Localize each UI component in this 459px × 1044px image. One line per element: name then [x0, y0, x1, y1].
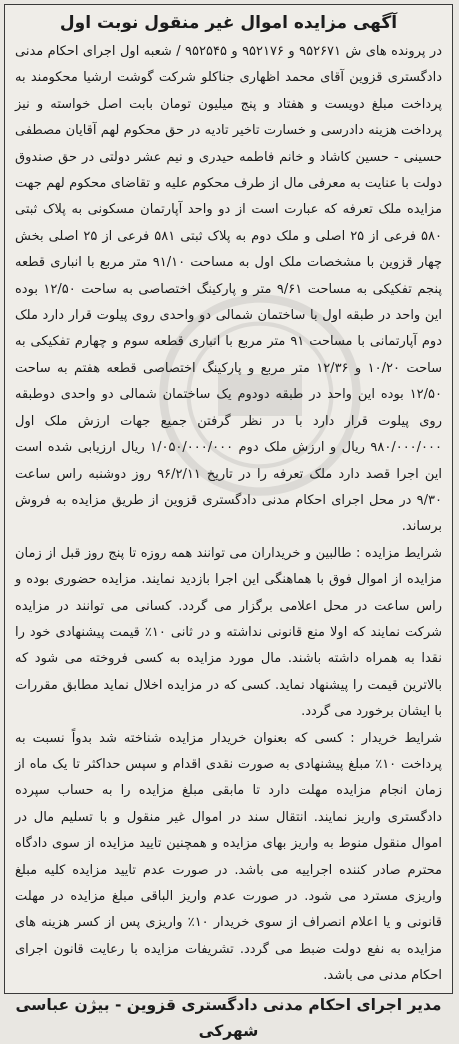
- notice-body: در پرونده های ش ۹۵۲۶۷۱ و ۹۵۲۱۷۶ و ۹۵۲۵۴۵ / شعبه اول اجرای احکام مدنی دادگستری قزوین آقای محمد اظهاری جناکلو شرکت گوشت ارشیا محکومند به پرداخت مبلغ دویست و هفتاد و پنج میلیون تومان بابت اصل خواسته و نیز پرداخت هزینه دادرسی و خسارت تاخیر تادیه در حق محکوم لهم آقایان مصطفی حسینی - حسین کاشاد و خانم فاطمه حیدری و نیم عشر دولتی در حق صندوق دولت با عنایت به معرفی مال از طرف محکوم علیه و تقاضای محکوم لهم جهت مزایده ملک تعرفه که عبارت است از دو واحد آپارتمان مسکونی به پلاک ثبتی ۵۸۰ فرعی از ۲۵ اصلی و ملک دوم به پلاک ثبتی ۵۸۱ فرعی از ۲۵ اصلی بخش چهار قزوین با مشخصات ملک اول به مساحت ۹۱/۱۰ متر مربع با انباری قطعه پنجم تفکیکی به مساحت ۹/۶۱ متر و پارکینگ اختصاصی به ساحت ۱۲/۵۰ بوده این واحد در طبقه اول با ساختمان شمالی دو واحدی روی پیلوت قرار دارد ملک دوم آپارتمانی با مساحت ۹۱ متر مربع با انباری قطعه سوم و چهارم تفکیکی به ساحت ۱۰/۲۰ و ۱۲/۳۶ متر مربع و پارکینگ اختصاصی قطعه هفتم به ساحت ۱۲/۵۰ بوده این واحد در طبقه دودوم یک ساختمان شمالی دو واحدی دوطبقه روی پیلوت قرار دارد با در نظر گرفتن جمیع جهات ارزش ملک اول ۹۸۰/۰۰۰/۰۰۰ ریال و ارزش ملک دوم ۱/۰۵۰/۰۰۰/۰۰۰ ریال ارزیابی شده است این اجرا قصد دارد ملک تعرفه را در تاریخ ۹۶/۲/۱۱ روز دوشنبه راس ساعت ۹/۳۰ در محل اجرای احکام مدنی دادگستری قزوین از طریق مزایده به فروش برساند.: [15, 44, 442, 535]
- buyer-terms: شرایط خریدار : کسی که بعنوان خریدار مزایده شناخته شد بدواً نسبت به پرداخت ۱۰٪ مبلغ پیشنهادی به صورت نقدی اقدام و سپس حداکثر تا یک ماه از زمان انجام مزایده مهلت دارد تا مابقی مبلغ مزایده را به حساب سپرده دادگستری واریز نمایند. انتقال سند در اموال غیر منقول و با تسلیم مال در اموال منقول منوط به واریز بهای مزایده و همچنین تایید مزایده از سوی دادگاه محترم صادر کننده اجراییه می باشد. در صورت عدم تایید مزایده کلیه مبلغ واریزی مسترد می شود. در صورت عدم واریز الباقی مبلغ مزایده در مهلت قانونی و یا اعلام انصراف از سوی خریدار ۱۰٪ واریزی پس از کسر هزینه های مزایده به نفع دولت ضبط می گردد. تشریفات مزایده با رعایت قانون اجرای احکام مدنی می باشد.: [15, 730, 442, 984]
- notice-title: آگهی مزایده اموال غیر منقول نوبت اول: [59, 13, 398, 33]
- signature-line: مدیر اجرای احکام مدنی دادگستری قزوین - بیژن عباسی شهرکی: [15, 995, 442, 1040]
- auction-notice: [4, 4, 453, 1040]
- auction-terms: شرایط مزایده : طالبین و خریداران می توانند همه روزه تا پنج روز قبل از زمان مزایده از اموال فوق با هماهنگی این اجرا بازدید نمایند. مزایده حضوری بوده و راس ساعت در محل اعلامی برگزار می گردد. کسانی می توانند در مزایده شرکت نمایند که اولا منع قانونی نداشته و در ثانی ۱۰٪ قیمت پیشنهادی خود را نقدا به همراه داشته باشند. مال مورد مزایده به کسی فروخته می شود که بالاترین قیمت را پیشنهاد نماید. کسی که در مزایده اخلال نماید مطابق مقررات با ایشان برخورد می گردد.: [15, 545, 443, 720]
